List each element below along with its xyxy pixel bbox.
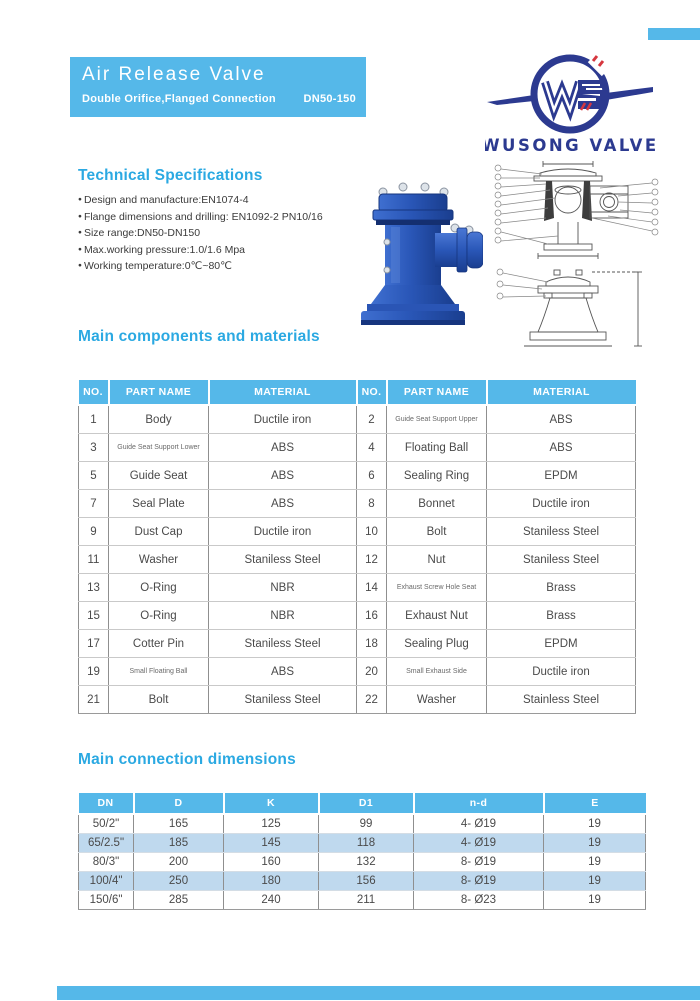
column-header: PART NAME	[387, 380, 487, 405]
column-header: DN	[79, 793, 134, 814]
table-cell: 13	[79, 574, 109, 602]
table-cell: ABS	[209, 434, 357, 462]
table-cell: Small Exhaust Side	[387, 658, 487, 686]
table-cell: Bolt	[387, 518, 487, 546]
column-header: n-d	[414, 793, 544, 814]
table-cell: 8- Ø19	[414, 872, 544, 891]
components-table	[78, 380, 636, 714]
table-cell: Bolt	[109, 686, 209, 714]
table-row	[79, 434, 636, 462]
table-cell: 20	[357, 658, 387, 686]
table-cell: Stainless Steel	[487, 686, 636, 714]
table-cell: Seal Plate	[109, 490, 209, 518]
table-cell: Ductile iron	[209, 518, 357, 546]
size-range-badge: DN50-150	[303, 93, 356, 105]
valve-photo	[343, 178, 483, 328]
table-row	[79, 405, 636, 434]
table-cell: 165	[134, 814, 224, 834]
table-cell: 22	[357, 686, 387, 714]
table-cell: Bonnet	[387, 490, 487, 518]
table-cell: EPDM	[487, 462, 636, 490]
table-cell: 150/6"	[79, 891, 134, 910]
table-row	[79, 574, 636, 602]
table-cell: Brass	[487, 602, 636, 630]
table-cell: 50/2"	[79, 814, 134, 834]
table-cell: Exhaust Nut	[387, 602, 487, 630]
table-row	[79, 602, 636, 630]
table-cell: Guide Seat Support Lower	[109, 434, 209, 462]
table-cell: EPDM	[487, 630, 636, 658]
table-row	[79, 834, 646, 853]
table-cell: 3	[79, 434, 109, 462]
table-cell: Washer	[387, 686, 487, 714]
table-cell: 1	[79, 405, 109, 434]
table-cell: 12	[357, 546, 387, 574]
table-cell: 156	[319, 872, 414, 891]
product-title: Air Release Valve	[82, 64, 266, 85]
column-header: D	[134, 793, 224, 814]
table-cell: 100/4"	[79, 872, 134, 891]
table-row	[79, 546, 636, 574]
table-cell: 21	[79, 686, 109, 714]
product-header	[70, 57, 366, 117]
table-cell: 11	[79, 546, 109, 574]
table-cell: 19	[544, 814, 646, 834]
table-cell: Staniless Steel	[209, 686, 357, 714]
bottom-accent-bar	[57, 986, 700, 1000]
table-cell: ABS	[209, 658, 357, 686]
table-cell: 14	[357, 574, 387, 602]
spec-item: ● Max.working pressure:1.0/1.6 Mpa	[78, 242, 358, 259]
column-header: MATERIAL	[209, 380, 357, 405]
table-cell: Nut	[387, 546, 487, 574]
table-cell: 211	[319, 891, 414, 910]
valve-technical-drawing	[488, 160, 666, 358]
table-cell: 4- Ø19	[414, 814, 544, 834]
components-header-row	[79, 380, 636, 405]
logo-company-name: WUSONG VALVE	[485, 136, 655, 155]
spec-item: ● Working temperature:0℃~80℃	[78, 258, 358, 275]
table-cell: 65/2.5"	[79, 834, 134, 853]
table-cell: 16	[357, 602, 387, 630]
table-row	[79, 853, 646, 872]
table-row	[79, 462, 636, 490]
table-cell: 19	[544, 872, 646, 891]
table-cell: Body	[109, 405, 209, 434]
company-logo	[485, 46, 655, 158]
table-cell: 250	[134, 872, 224, 891]
valve-drawing-icon	[488, 160, 666, 358]
table-cell: 4	[357, 434, 387, 462]
table-cell: 200	[134, 853, 224, 872]
table-cell: 8	[357, 490, 387, 518]
table-cell: Cotter Pin	[109, 630, 209, 658]
table-cell: ABS	[209, 462, 357, 490]
dimensions-header-row	[79, 793, 646, 814]
table-cell: ABS	[487, 434, 636, 462]
table-cell: Brass	[487, 574, 636, 602]
table-cell: 4- Ø19	[414, 834, 544, 853]
table-cell: Guide Seat Support Upper	[387, 405, 487, 434]
table-cell: 8- Ø23	[414, 891, 544, 910]
table-cell: 7	[79, 490, 109, 518]
components-heading: Main components and materials	[78, 328, 320, 345]
table-cell: ABS	[209, 490, 357, 518]
table-cell: ABS	[487, 405, 636, 434]
table-row	[79, 518, 636, 546]
spec-item: ● Design and manufacture:EN1074-4	[78, 192, 358, 209]
table-cell: Sealing Ring	[387, 462, 487, 490]
table-row	[79, 891, 646, 910]
table-row	[79, 630, 636, 658]
table-cell: 145	[224, 834, 319, 853]
top-right-accent-bar	[648, 28, 700, 40]
table-cell: NBR	[209, 602, 357, 630]
table-cell: 99	[319, 814, 414, 834]
table-cell: 10	[357, 518, 387, 546]
tech-specs-heading: Technical Specifications	[78, 167, 263, 184]
table-cell: Washer	[109, 546, 209, 574]
table-cell: Dust Cap	[109, 518, 209, 546]
table-cell: Staniless Steel	[487, 546, 636, 574]
table-cell: Staniless Steel	[487, 518, 636, 546]
column-header: E	[544, 793, 646, 814]
wusong-logo-icon	[485, 46, 655, 158]
table-cell: 8- Ø19	[414, 853, 544, 872]
table-cell: Staniless Steel	[209, 630, 357, 658]
column-header: NO.	[79, 380, 109, 405]
dimensions-table	[78, 793, 646, 910]
table-cell: 15	[79, 602, 109, 630]
table-cell: 285	[134, 891, 224, 910]
table-cell: 185	[134, 834, 224, 853]
table-row	[79, 872, 646, 891]
table-cell: Floating Ball	[387, 434, 487, 462]
table-cell: 19	[79, 658, 109, 686]
tech-specs-list	[78, 192, 358, 275]
product-subtitle: Double Orifice,Flanged Connection	[82, 93, 276, 105]
column-header: NO.	[357, 380, 387, 405]
table-cell: O-Ring	[109, 574, 209, 602]
table-cell: 80/3"	[79, 853, 134, 872]
table-row	[79, 490, 636, 518]
spec-item: ● Flange dimensions and drilling: EN1092-2 PN10/16	[78, 209, 358, 226]
column-header: D1	[319, 793, 414, 814]
column-header: K	[224, 793, 319, 814]
valve-photo-icon	[343, 178, 483, 328]
table-cell: Sealing Plug	[387, 630, 487, 658]
table-cell: Ductile iron	[209, 405, 357, 434]
table-cell: 180	[224, 872, 319, 891]
table-cell: 18	[357, 630, 387, 658]
table-cell: 125	[224, 814, 319, 834]
table-row	[79, 686, 636, 714]
table-cell: 240	[224, 891, 319, 910]
spec-item: ● Size range:DN50-DN150	[78, 225, 358, 242]
table-cell: Ductile iron	[487, 658, 636, 686]
table-cell: 19	[544, 853, 646, 872]
table-cell: 17	[79, 630, 109, 658]
column-header: MATERIAL	[487, 380, 636, 405]
table-cell: 132	[319, 853, 414, 872]
table-cell: 5	[79, 462, 109, 490]
table-cell: Guide Seat	[109, 462, 209, 490]
table-cell: O-Ring	[109, 602, 209, 630]
table-cell: Exhaust Screw Hole Seat	[387, 574, 487, 602]
table-cell: Ductile iron	[487, 490, 636, 518]
table-cell: NBR	[209, 574, 357, 602]
table-row	[79, 814, 646, 834]
table-row	[79, 658, 636, 686]
table-cell: 19	[544, 834, 646, 853]
table-cell: 2	[357, 405, 387, 434]
table-cell: 9	[79, 518, 109, 546]
table-cell: 6	[357, 462, 387, 490]
table-cell: Staniless Steel	[209, 546, 357, 574]
table-cell: Small Floating Ball	[109, 658, 209, 686]
dimensions-heading: Main connection dimensions	[78, 751, 296, 768]
table-cell: 19	[544, 891, 646, 910]
table-cell: 118	[319, 834, 414, 853]
table-cell: 160	[224, 853, 319, 872]
column-header: PART NAME	[109, 380, 209, 405]
